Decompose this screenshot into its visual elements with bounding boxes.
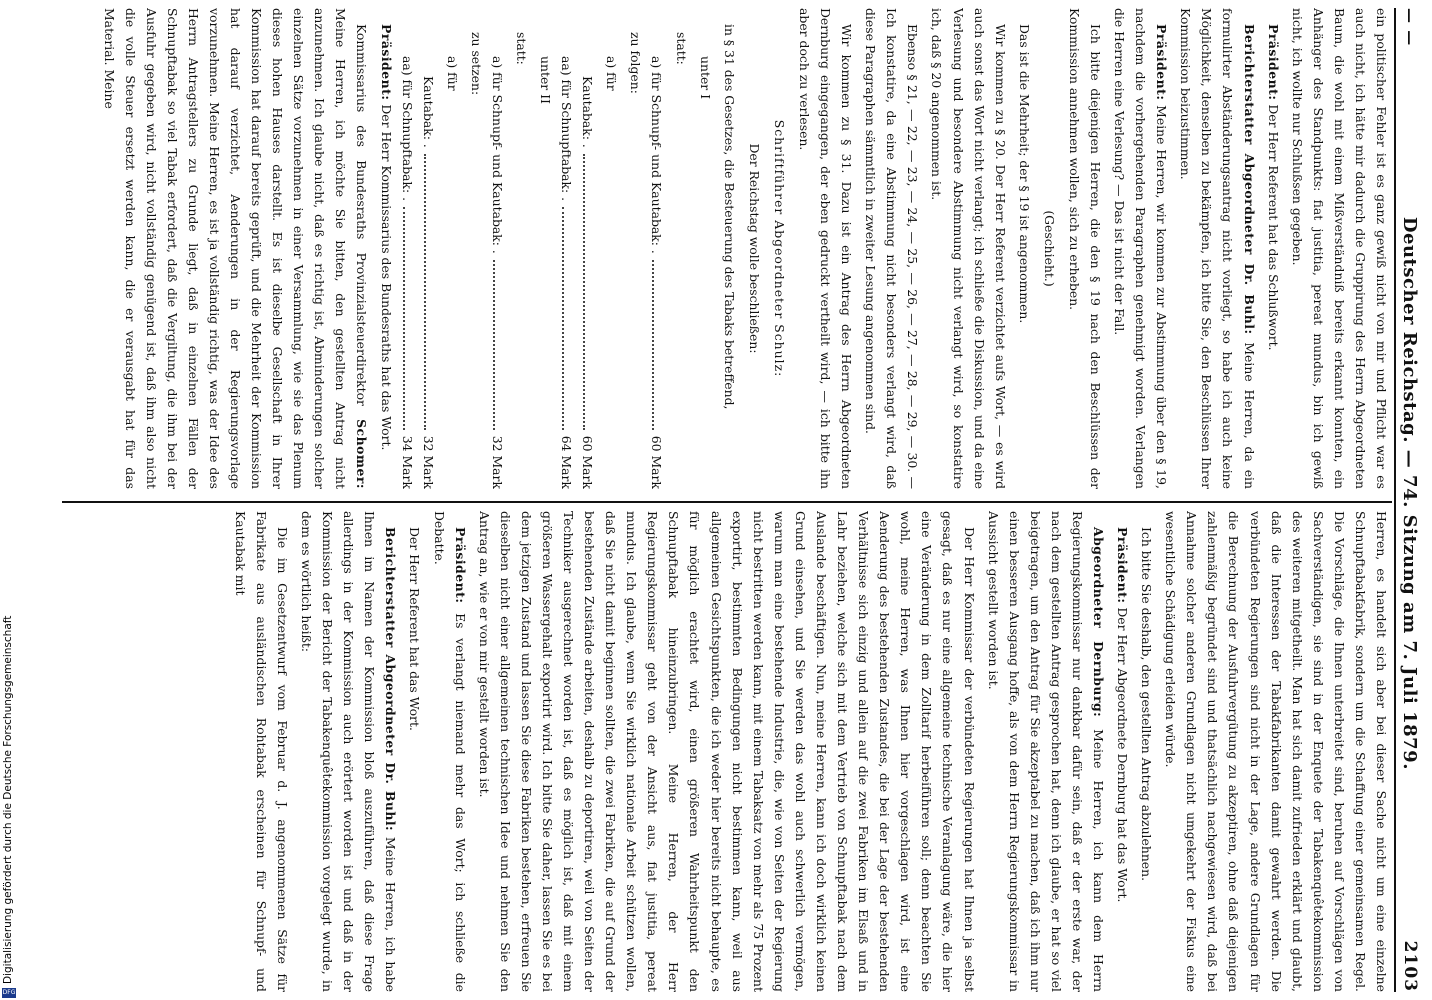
paragraph: Herren, es handelt sich aber bei dieser Sache nicht um eine einzelne Schnupftabakfabrik, sondern um die Schaffung einer gemeinsamen Regel. Die Vorschläge, die Ihnen unterbreitet sind, beruhen auf Vorschlägen von Sachverständigen, sie sind in der Enquete der Tabakenquêtekommission des weiteren mitgetheilt. Man hat sich damit zufrieden erklärt und glaubt, daß die Interessen der Tabakfabrikanten damit gewahrt werden. Die verbündeten Regierungen sind nicht in der Lage, andere Grundlagen für die Berechnung der Ausfuhrvergütung zu akzeptiren, ohne daß diejenigen zahlenmäßig begründet sind und thatsächlich nachgewiesen wird, daß bei Annahme solcher anderen Grundlagen nicht umgekehrt der Fiskus eine wesentliche Schädigung erleiden würde. xyxy=(1163,511,1389,992)
tariff-amount: 60 Mark xyxy=(580,435,596,489)
motion-body: in § 31 des Gesetzes, die Besteuerung des Tabaks betreffend, xyxy=(721,24,737,410)
text-columns xyxy=(12,8,1392,992)
tariff-line xyxy=(418,8,439,489)
paragraph xyxy=(1175,8,1259,489)
motion-setzen: zu setzen: xyxy=(468,32,484,96)
leader-dots xyxy=(653,260,664,430)
motion-statt: statt: xyxy=(514,32,530,65)
paragraph: Ebenso § 21, — 22, — 23, — 24, — 25, — 26, — 27, — 28, — 29, — 30. — Ich konstatire, da eine Abstimmung nicht besonders verlangt wird, daß diese Paragraphen sämmtlich in zweiter Lesung angenommen sind. xyxy=(863,8,921,489)
tariff-line xyxy=(577,8,598,489)
paragraph xyxy=(983,511,1109,992)
stage-note: (Geschieht.) xyxy=(1041,210,1057,287)
tariff-label: Kautabak: . xyxy=(580,76,596,148)
quoted-paragraph: Die im Gesetzentwurf vom Februar d. J. angenommenen Sätze für Fabrikate aus ausländischen Rohtabak erscheinen für Schnupf- und Kautabak mit xyxy=(232,511,291,992)
tariff-line xyxy=(487,8,508,489)
paragraph xyxy=(1263,8,1284,489)
leader-dots xyxy=(403,207,414,430)
paragraph: Der Herr Referent hat das Wort. xyxy=(407,527,423,731)
page-number: 2103 xyxy=(1400,940,1420,992)
tariff-label: a) für Schnupf- und Kautabak: . xyxy=(489,56,505,254)
speech-text: Meine Herren, ich habe Ihnen im Namen der Kommission bloß auszuführen, daß diese Frage allerdings in der Kommission auch erörtert worden ist und daß in der Kommission der Bericht der Tabakenquêtekommission vorgelegt wurde, in dem es wörtlich heißt: xyxy=(299,511,399,992)
leader-dots xyxy=(493,260,504,430)
digitization-credit xyxy=(0,598,18,1000)
tariff-label: aa) für Schnupftabak: . xyxy=(559,56,575,202)
paragraph: Wir kommen zu § 20. Der Herr Referent verzichtet aufs Wort, — es wird auch sonst das Wort nicht verlangt; ich schließe die Diskussion, und da eine Verlesung und besondere Abstimmung nicht verlangt wird, so konstatire ich, daß § 20 angenommen ist. xyxy=(929,8,1008,489)
paragraph xyxy=(1112,511,1133,992)
speech-text: Der Herr Kommissarius des Bundesraths hat das Wort. xyxy=(378,104,394,451)
paragraph xyxy=(1109,8,1172,489)
page-title: Deutscher Reichstag. — 74. Sitzung am 7. Juli 1879. xyxy=(1399,216,1421,770)
speech-text: Meine Herren, wir kommen zur Abstimmung über den § 19, nachdem die vorhergehenden Paragraphen genehmigt worden. Verlangen die Herren eine Verlesung? — Das ist nicht der Fall. xyxy=(1112,8,1170,489)
paragraph xyxy=(375,8,396,489)
tariff-amount: 60 Mark xyxy=(649,435,665,489)
speaker-name: Berichterstatter Abgeordneter Dr. Buhl: xyxy=(383,527,399,832)
speech-text: Meine Herren, ich möchte Sie bitten, den gestellten Antrag nicht anzunehmen. Ich glaube nicht, daß es richtig ist, Abminderungen solcher einzelnen Sätze vorzunehmen in einer Versammlung, wie sie das Plenum dieses hohen Hauses darstellt. Es ist dieselbe Gesellschaft in Ihrer Kommission hat darauf bereits geprüft, und die Mehrheit der Kommission hat darauf verzichtet, Aenderungen in der Regierungsvorlage vorzunehmen. Meine Herren, es ist ja vollständig richtig, was der Idee des Herrn Antragstellers zu Grunde liegt, daß in einzelnen Fällen der Schnupftabak so viel Tabak erfordert, daß die Vergiltung, die ihm bei der Ausfuhr gegeben wird, nicht vollständig genügend ist, daß ihm also nicht die volle Steuer ersetzt werden kann, die er verausgabt hat für das Material. Meine xyxy=(101,8,349,489)
tariff-label: aa) für Schnupftabak: . xyxy=(399,56,415,202)
paragraph: Das ist die Mehrheit; der § 19 ist angenommen. xyxy=(1016,24,1032,324)
speech-text: Der Herr Referent hat das Schlußwort. xyxy=(1265,104,1281,351)
tariff-line xyxy=(556,8,577,489)
credit-text: Digitalisierung gefördert durch die Deutsche Forschungsgemeinschaft xyxy=(2,615,14,984)
paragraph: ein politischer Fehler ist es ganz gewiß nicht von mir und Pflicht war es auch nicht, ich hätte mir dadurch die Gruppirung des Herrn Abgeordneten Baum, die wohl mit einem Mißverständniß bereits erkannt konnten, ein Anhänger des Standpunkts: fiat justitia, pereat mundus, bin ich gewiß nicht, ich wollte nur Schlußsen gegeben. xyxy=(1289,8,1389,489)
speaker-title: Kommissarius des Bundesraths Provinzialsteuerdirektor xyxy=(354,24,370,406)
paragraph xyxy=(98,8,372,489)
tariff-amount: 34 Mark xyxy=(399,435,415,489)
speech-text: Meine Herren, da ein formulirter Abständerungsantrag nicht vorliegt, so habe ich auch keine Möglichkeit, denselben zu bekämpfen, ich bitte Sie, den Beschlüssen Ihrer Kommission beizustimmen. xyxy=(1178,8,1257,489)
paragraph xyxy=(428,511,470,992)
tariff-amount: 32 Mark xyxy=(420,435,436,489)
tariff-label: a) für xyxy=(444,56,460,91)
speech-text: Der Herr Abgeordnete Dernburg hat das Wort. xyxy=(1115,607,1131,903)
paragraph xyxy=(296,511,401,992)
motion-intro: Der Reichstag wolle beschließen: xyxy=(746,143,762,354)
speech-text: Es verlangt niemand mehr das Wort; ich schließe die Debatte. xyxy=(431,511,468,992)
running-head xyxy=(1394,8,1424,992)
motion-section: unter I xyxy=(697,56,713,100)
speaker-name: Abgeordneter Dernburg: xyxy=(1090,527,1106,718)
speaker-name: Präsident: xyxy=(1115,527,1131,604)
motion-statt: statt: xyxy=(673,32,689,65)
tariff-line xyxy=(646,8,667,489)
speaker-name: Schomer: xyxy=(354,419,370,489)
speaker-name: Präsident: xyxy=(1154,24,1170,101)
head-rule: — — xyxy=(1401,8,1419,47)
motion-folgen: zu folgen: xyxy=(628,32,644,94)
tariff-label: Kautabak: . xyxy=(420,76,436,148)
leader-dots xyxy=(424,154,435,430)
speaker-name: Berichterstatter Abgeordneter Dr. Buhl: xyxy=(1241,24,1257,335)
speaker-name: Präsident: xyxy=(452,527,468,604)
motion-title: Schriftführer Abgeordneter Schulz: xyxy=(771,119,787,378)
right-column xyxy=(12,511,1392,992)
tariff-amount: 32 Mark xyxy=(489,435,505,489)
paragraph: Ich bitte Sie deshalb, den gestellten Antrag abzulehnen. xyxy=(1139,527,1155,882)
tariff-line xyxy=(397,8,418,489)
leader-dots xyxy=(583,154,594,430)
speech-text: Meine Herren, ich kann dem Herrn Regierungskommissar nur dankbar dafür sein, daß er der erste war, der nach dem gestellten Antrag gesprochen hat, denn ich glaube, er hat so viel beigetragen, um den Antrag für Sie akzeptabel zu machen, daß ich ihm nur einen besseren Ausgang hoffe, als von dem Herrn Regierungskommissar in Aussicht gestellt worden ist. xyxy=(985,511,1106,992)
motion-section: unter II xyxy=(538,56,554,104)
tariff-label: a) für xyxy=(604,56,620,91)
paragraph: Ich bitte diejenigen Herren, die den § 19 nach den Beschlüssen der Kommission annehmen wollen, sich zu erheben. xyxy=(1066,8,1103,489)
speaker-name: Präsident: xyxy=(1265,24,1281,101)
tariff-amount: 64 Mark xyxy=(559,435,575,489)
tariff-label: a) für Schnupf- und Kautabak: . xyxy=(649,56,665,254)
leader-dots xyxy=(562,207,573,430)
paragraph: Der Herr Kommissar der verbündeten Regierungen hat Ihnen ja selbst gesagt, daß es nur eine allgemeine technische Veranlagung wäre, die hier eine Veränderung in dem Zolltarif herbeiführen soll; denn beachten Sie wohl, meine Herren, was Ihnen hier vorgeschlagen wird, ist eine Aenderung des bestehenden Zustandes, die bei der Lage der bestehenden Verhältnisse sich einzig und allein auf die zwei Fabriken im Elsaß und in Lahr beziehen, welche sich mit dem Vertrieb von Schnupftabak nach dem Auslande beschäftigen. Nun, meine Herren, kann ich doch wirklich keinen Grund einsehen, und Sie werden das wohl auch schwerlich vermögen, warum man eine bestehende Industrie, die, wie von Seiten der Regierung nicht bestritten werden kann, mit einem Tabaksatz von mehr als 75 Prozent exportirt, bestimmten Bedingungen nicht bestimmen kann, weil aus allgemeinen Gesichtspunkten, die ich weder hier bereits nicht behaupte, es für möglich erachtet wird, einen größeren Wahrheitspunkt den Schnupftabak hineinzubringen. Meine Herren, der Herr Regierungskommissar geht von der Ansicht aus, fiat justitia, pereat mundus. Ich glaube, wenn Sie wirklich nationale Arbeit schützen wollen, daß Sie nicht damit beginnen sollten, die zwei Fabriken, die auf Grund der bestehenden Zustände arbeiten, deshalb zu deportiren, weil von Seiten der Techniker ausgerechnet worden ist, daß es möglich ist, daß mit einem größeren Wassergehalt exportirt wird. Ich bitte Sie daher, lassen Sie es bei dem jetzigen Zustand und lassen Sie diese Fabriken bestehen, erfreuen Sie dieselben nicht einer allgemeinen technischen Idee und nehmen Sie den Antrag an, wie er von mir gestellt worden ist. xyxy=(476,511,977,992)
speaker-name: Präsident: xyxy=(378,24,394,101)
paragraph: Wir kommen zu § 31. Dazu ist ein Antrag des Herrn Abgeordneten Dernburg eingegangen, der eben gedruckt vertheilt wird, — ich bitte ihn aber doch zu verlesen. xyxy=(796,8,855,489)
left-column xyxy=(12,8,1392,489)
dfg-logo-icon: DFG xyxy=(2,989,16,996)
